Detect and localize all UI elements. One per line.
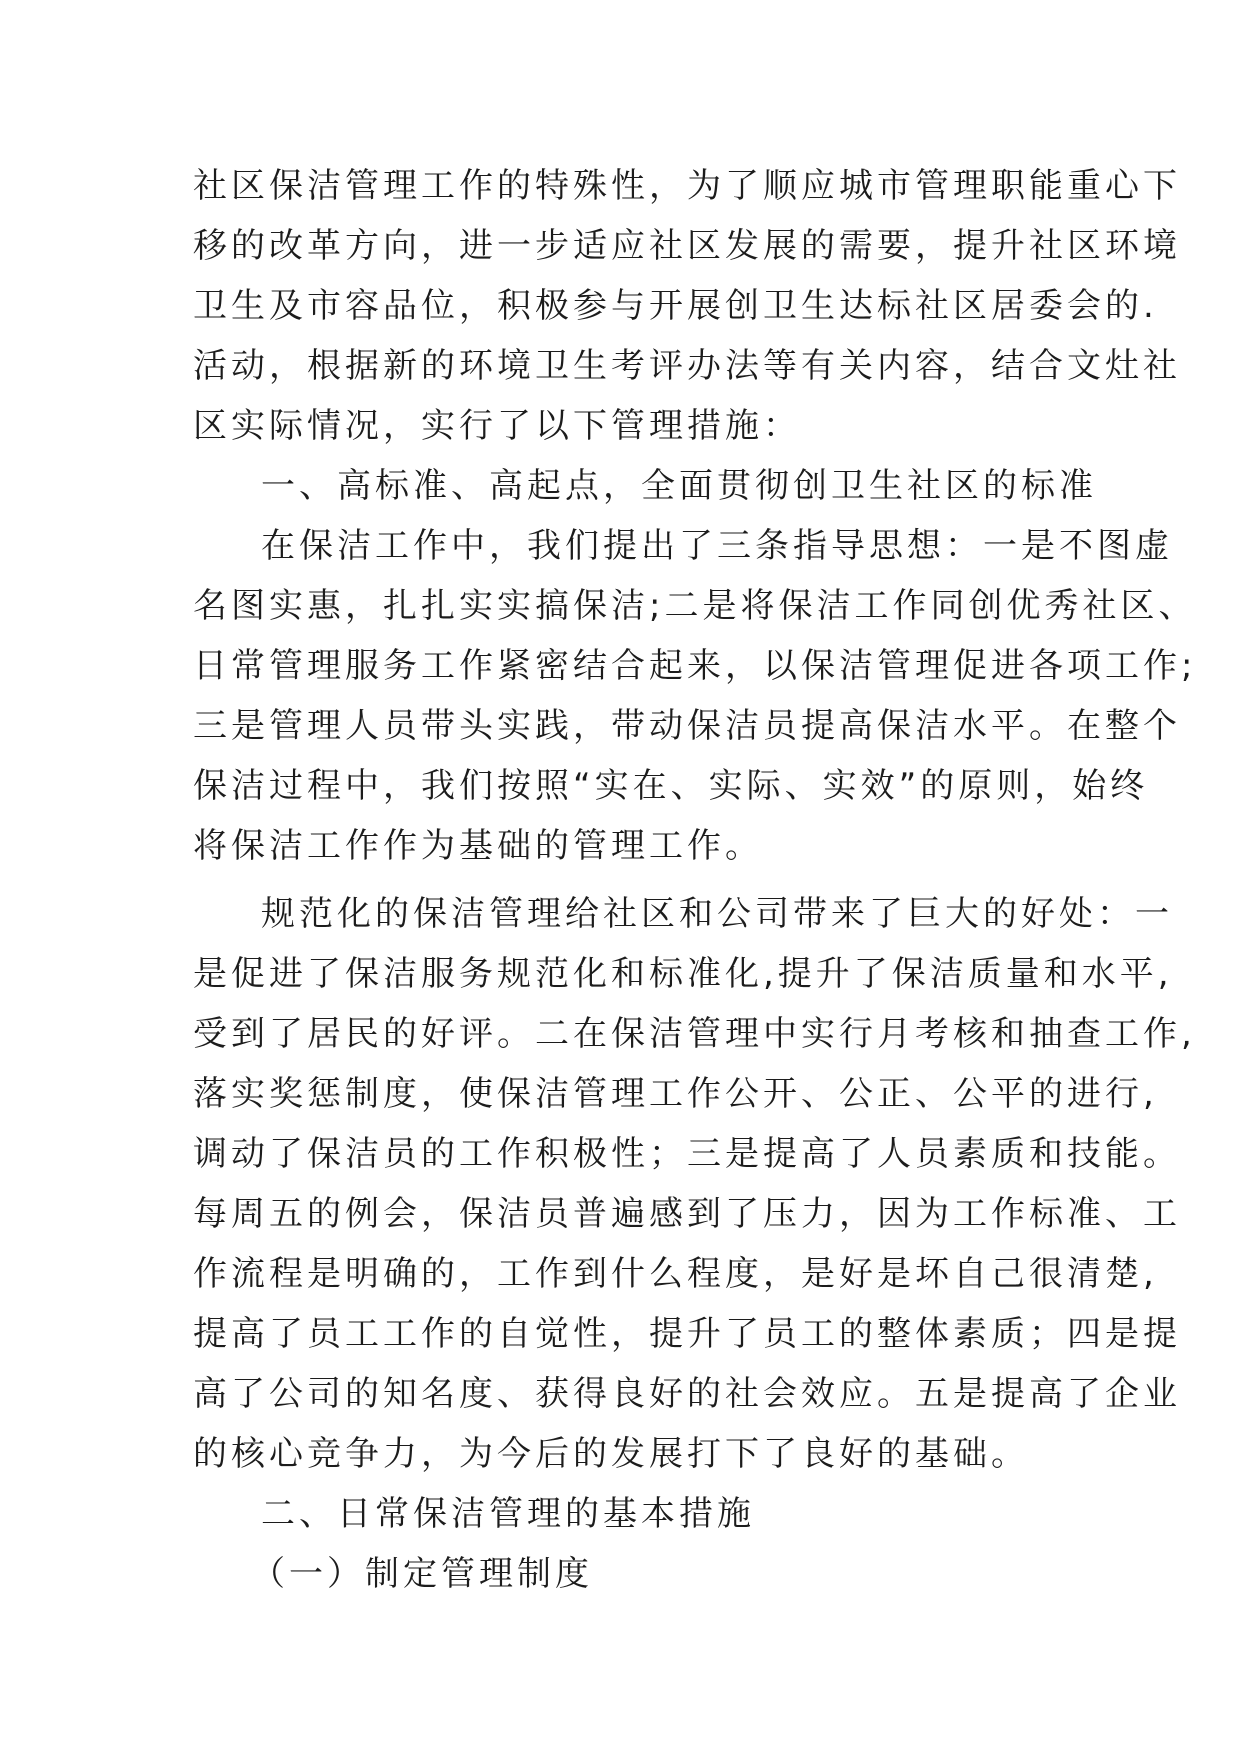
text-line: 规范化的保洁管理给社区和公司带来了巨大的好处：一 [261, 894, 1173, 934]
text-line: 提高了员工工作的自觉性，提升了员工的整体素质；四是提 [193, 1314, 1181, 1354]
text-line: 将保洁工作作为基础的管理工作。 [193, 826, 763, 866]
text-line: 保洁过程中，我们按照“实在、实际、实效”的原则，始终 [193, 766, 1149, 806]
text-line: 调动了保洁员的工作积极性；三是提高了人员素质和技能。 [193, 1134, 1181, 1174]
text-line: 高了公司的知名度、获得良好的社会效应。五是提高了企业 [193, 1374, 1181, 1414]
text-line: 落实奖惩制度，使保洁管理工作公开、公正、公平的进行, [193, 1074, 1158, 1114]
subsection-heading: （一）制定管理制度 [251, 1554, 593, 1594]
text-line: 区实际情况，实行了以下管理措施： [193, 406, 801, 446]
body-text [193, 156, 1197, 1604]
text-line: 社区保洁管理工作的特殊性，为了顺应城市管理职能重心下 [193, 166, 1181, 206]
text-line: 名图实惠，扎扎实实搞保洁;二是将保洁工作同创优秀社区、 [193, 586, 1197, 626]
text-line: 受到了居民的好评。二在保洁管理中实行月考核和抽查工作, [193, 1014, 1196, 1054]
text-line: 在保洁工作中，我们提出了三条指导思想：一是不图虚 [261, 526, 1173, 566]
text-line: 卫生及市容品位，积极参与开展创卫生达标社区居委会的. [193, 286, 1158, 326]
text-line: 每周五的例会，保洁员普遍感到了压力，因为工作标准、工 [193, 1194, 1181, 1234]
text-line: 的核心竞争力，为今后的发展打下了良好的基础。 [193, 1434, 1029, 1474]
text-line: 作流程是明确的，工作到什么程度，是好是坏自己很清楚, [193, 1254, 1158, 1294]
section-heading-2: 二、日常保洁管理的基本措施 [261, 1494, 755, 1534]
text-line: 日常管理服务工作紧密结合起来，以保洁管理促进各项工作; [193, 646, 1197, 686]
text-line: 移的改革方向，进一步适应社区发展的需要，提升社区环境 [193, 226, 1181, 266]
text-line: 是促进了保洁服务规范化和标准化,提升了保洁质量和水平, [193, 954, 1173, 994]
text-line: 三是管理人员带头实践，带动保洁员提高保洁水平。在整个 [193, 706, 1181, 746]
text-line: 活动，根据新的环境卫生考评办法等有关内容，结合文灶社 [193, 346, 1181, 386]
section-heading-1: 一、高标准、高起点，全面贯彻创卫生社区的标准 [261, 466, 1097, 506]
paragraph-gap [193, 876, 1093, 884]
